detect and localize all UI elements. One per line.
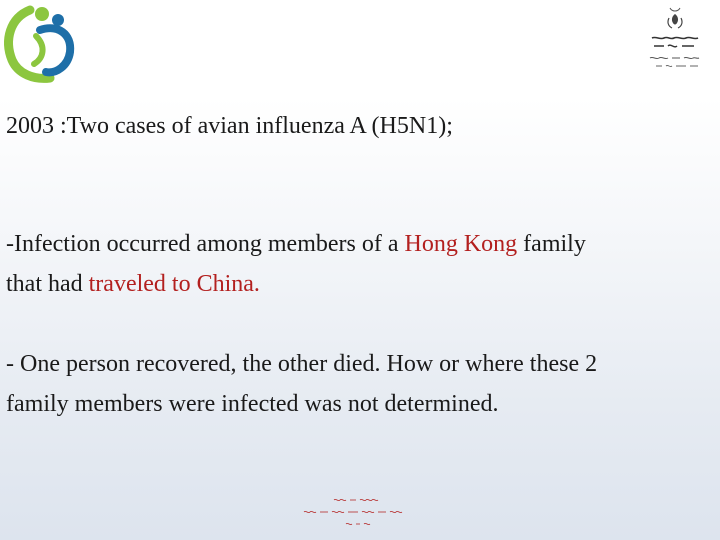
- paragraph-1-line-2: [6, 266, 260, 302]
- paragraph-2-line-2: [6, 386, 498, 422]
- footer-script-text-graphic: [250, 494, 470, 534]
- paragraph-1-part-3: that had: [6, 271, 89, 297]
- ministry-of-health-emblem-icon: [636, 2, 716, 82]
- paragraph-2-line-1: [6, 346, 597, 382]
- paragraph-1-part-2: family: [517, 231, 586, 257]
- paragraph-1-line-1: [6, 226, 586, 262]
- paragraph-2-line-1-text: - One person recovered, the other died. How or where these 2: [6, 351, 598, 377]
- slide-title-text: 2003 :Two cases of avian influenza A (H5N1);: [6, 113, 453, 139]
- stylized-figure-logo-icon: [0, 0, 86, 86]
- highlight-hong-kong: Hong Kong: [404, 231, 518, 257]
- paragraph-1-period: .: [253, 271, 260, 297]
- slide-title: [6, 108, 453, 144]
- paragraph-2-line-2-text: family members were infected was not determined.: [6, 391, 499, 417]
- paragraph-1-part-1: -Infection occurred among members of a: [6, 231, 405, 257]
- highlight-traveled-to-china: traveled to China: [88, 271, 254, 297]
